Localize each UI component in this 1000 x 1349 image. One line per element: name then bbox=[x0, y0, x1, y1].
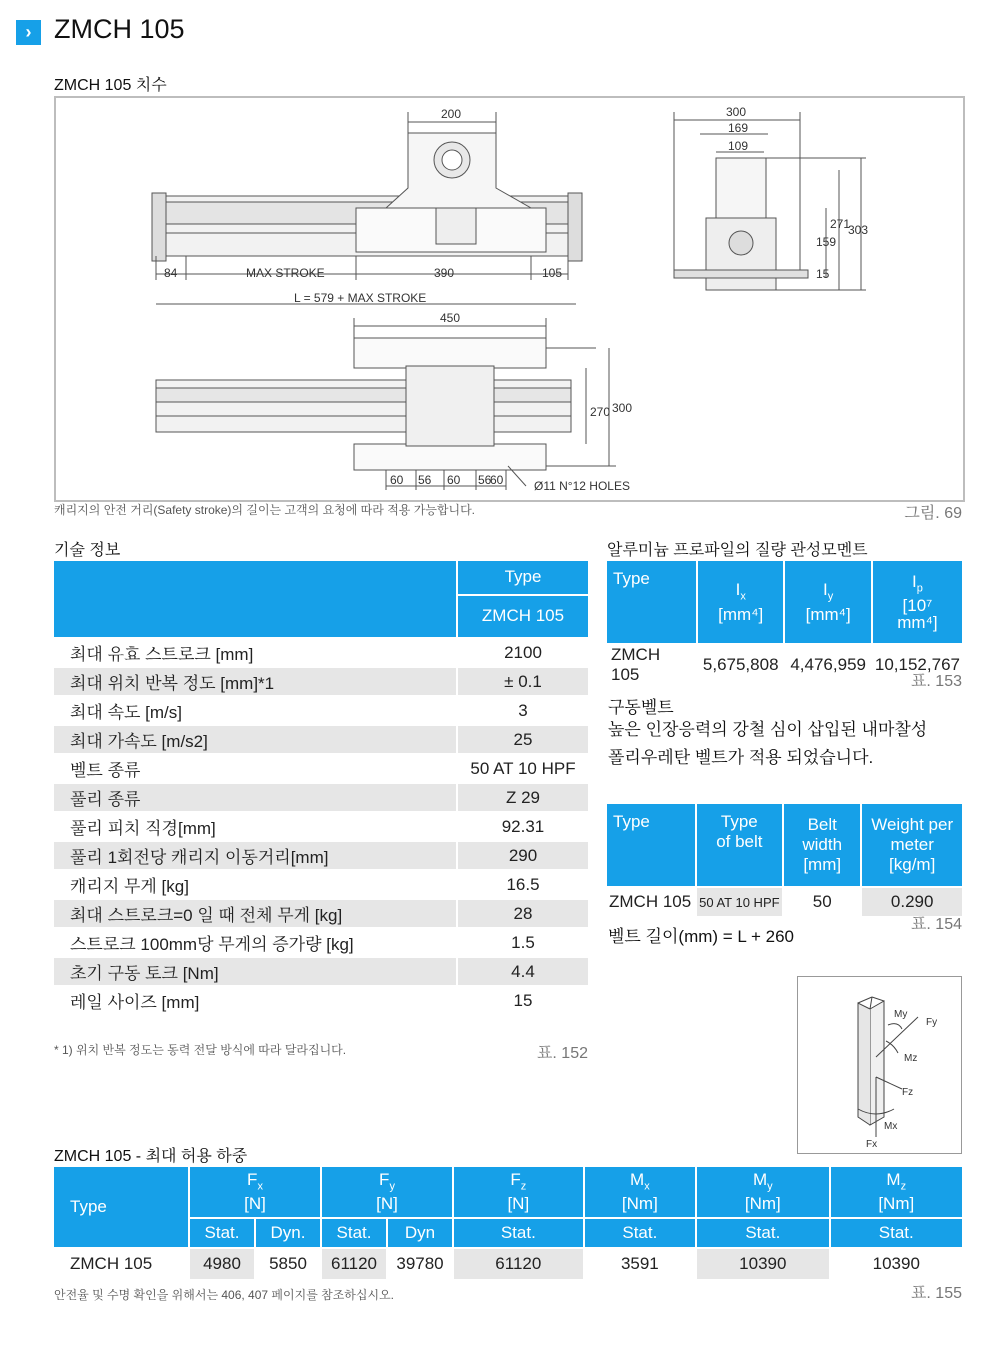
tech-row-label: 최대 유효 스트로크 [mm] bbox=[70, 645, 254, 664]
dim-60b: 60 bbox=[447, 473, 461, 487]
dimension-drawing-frame bbox=[54, 96, 965, 502]
tech-row-label: 벨트 종류 bbox=[70, 761, 141, 780]
tech-row bbox=[54, 784, 588, 811]
loads-sub-my-stat: Stat. bbox=[697, 1219, 828, 1247]
loads-fx-dyn: 5850 bbox=[269, 1254, 307, 1273]
inertia-title: 알루미늄 프로파일의 질량 관성모멘트 bbox=[607, 542, 868, 559]
loads-mx-header: $M_x$ [Nm] bbox=[585, 1167, 695, 1217]
tech-row bbox=[54, 668, 588, 695]
tech-row-label: 스트로크 100mm당 무게의 증가량 [kg] bbox=[70, 935, 354, 954]
tech-row-label: 레일 사이즈 [mm] bbox=[70, 993, 200, 1012]
loads-table bbox=[52, 1165, 964, 1281]
loads-type-header: Type bbox=[54, 1167, 188, 1247]
dim-303: 303 bbox=[848, 223, 869, 237]
inertia-type-header: Type bbox=[607, 561, 696, 643]
dim-holes: Ø11 N°12 HOLES bbox=[534, 479, 630, 493]
inertia-caption: 표. 153 bbox=[910, 673, 962, 690]
tech-row-label: 최대 위치 반복 정도 [mm]*1 bbox=[54, 668, 456, 695]
tech-header-blank bbox=[54, 561, 456, 637]
page-title: ZMCH 105 bbox=[54, 14, 185, 44]
tech-row-label: 초기 구동 토크 [Nm] bbox=[54, 958, 456, 985]
inertia-iy-header: $I_y$ [mm⁴] bbox=[785, 561, 870, 643]
loads-sub-fy-dyn: Dyn bbox=[388, 1219, 452, 1247]
loads-sub-mz-stat: Stat. bbox=[831, 1219, 962, 1247]
tech-row-label: 풀리 피치 직경[mm] bbox=[70, 819, 216, 838]
loads-my-header: $M_y$ [Nm] bbox=[697, 1167, 828, 1217]
tech-row-value: 16.5 bbox=[506, 874, 540, 894]
loads-sub-fz-stat: Stat. bbox=[454, 1219, 583, 1247]
tech-row-value: 28 bbox=[458, 900, 588, 927]
belt-text-1: 높은 인장응력의 강철 심이 삽입된 내마찰성 bbox=[608, 720, 928, 739]
loads-fz-header: $F_z$ [N] bbox=[454, 1167, 583, 1217]
tech-row-value: 1.5 bbox=[511, 932, 535, 952]
tech-row bbox=[54, 929, 588, 956]
force-diagram bbox=[797, 976, 962, 1154]
tech-row bbox=[54, 639, 588, 666]
belt-width-header: Belt width [mm] bbox=[784, 804, 860, 886]
tech-row-value: 290 bbox=[458, 842, 588, 869]
dim-109: 109 bbox=[728, 139, 749, 153]
belt-width-value: 50 bbox=[812, 892, 832, 911]
inertia-ip-value: 10,152,767 bbox=[874, 655, 960, 674]
dim-450: 450 bbox=[440, 311, 461, 325]
force-label-fy: Fy bbox=[926, 1017, 938, 1028]
loads-my-stat: 10390 bbox=[697, 1249, 828, 1279]
dim-390: 390 bbox=[434, 266, 455, 280]
dim-159: 159 bbox=[816, 235, 837, 249]
loads-sub-fy-stat: Stat. bbox=[322, 1219, 386, 1247]
dim-270: 270 bbox=[590, 405, 611, 419]
force-label-fz: Fz bbox=[902, 1087, 914, 1098]
loads-fz-stat: 61120 bbox=[454, 1249, 583, 1279]
loads-fx-header: $F_x$ [N] bbox=[190, 1167, 320, 1217]
dim-169: 169 bbox=[728, 121, 749, 135]
dim-300: 300 bbox=[726, 105, 747, 119]
tech-row bbox=[54, 755, 588, 782]
tech-table bbox=[52, 559, 590, 1016]
belt-length: 벨트 길이(mm) = L + 260 bbox=[608, 927, 794, 946]
tech-row-value: 3 bbox=[518, 700, 528, 720]
force-label-mx: Mx bbox=[884, 1121, 898, 1132]
loads-fy-header: $F_y$ [N] bbox=[322, 1167, 452, 1217]
tech-caption: 표. 152 bbox=[536, 1045, 588, 1062]
tech-footnote: * 1) 위치 반복 정도는 동력 전달 방식에 따라 달라집니다. bbox=[54, 1043, 347, 1057]
inertia-iy-value: 4,476,959 bbox=[790, 655, 866, 674]
belt-caption: 표. 154 bbox=[910, 916, 962, 933]
dimensions-title: ZMCH 105 치수 bbox=[54, 77, 167, 94]
tech-type-header: Type bbox=[458, 561, 588, 594]
tech-row bbox=[54, 842, 588, 869]
loads-mz-stat: 10390 bbox=[872, 1254, 920, 1273]
tech-row-label: 최대 가속도 [m/s2] bbox=[54, 726, 456, 753]
dimension-note: 캐리지의 안전 거리(Safety stroke)의 길이는 고객의 요청에 따라 적용 가능합니다. bbox=[54, 503, 476, 517]
tech-title: 기술 정보 bbox=[54, 542, 121, 559]
tech-row bbox=[54, 871, 588, 898]
force-label-mz: Mz bbox=[904, 1053, 918, 1064]
tech-row bbox=[54, 813, 588, 840]
figure-caption: 그림. 69 bbox=[904, 505, 962, 522]
tech-row-value: Z 29 bbox=[458, 784, 588, 811]
belt-weight-value: 0.290 bbox=[862, 888, 962, 916]
tech-row-label: 풀리 종류 bbox=[54, 784, 456, 811]
tech-row bbox=[54, 726, 588, 753]
loads-caption: 표. 155 bbox=[910, 1285, 962, 1302]
loads-sub-fx-stat: Stat. bbox=[190, 1219, 254, 1247]
dim-200: 200 bbox=[441, 107, 462, 121]
dim-60a: 60 bbox=[390, 473, 404, 487]
tech-row-label: 최대 속도 [m/s] bbox=[70, 703, 182, 722]
tech-row-value: 2100 bbox=[504, 642, 542, 662]
tech-row-value: 92.31 bbox=[501, 816, 545, 836]
tech-row bbox=[54, 697, 588, 724]
tech-row-value: 15 bbox=[513, 990, 533, 1010]
belt-text-2: 폴리우레탄 벨트가 적용 되었습니다. bbox=[608, 748, 874, 767]
inertia-ip-header: $I_p$ [10⁷ mm⁴] bbox=[873, 561, 962, 643]
belt-kind-header: Type of belt bbox=[697, 804, 782, 886]
belt-model: ZMCH 105 bbox=[609, 892, 692, 911]
loads-note: 안전율 및 수명 확인을 위해서는 406, 407 페이지를 참조하십시오. bbox=[54, 1288, 395, 1302]
dim-56b: 56 bbox=[478, 473, 492, 487]
tech-row-value: 50 AT 10 HPF bbox=[470, 758, 576, 778]
tech-row-label: 풀리 1회전당 캐리지 이동거리[mm] bbox=[54, 842, 456, 869]
tech-row-label: 캐리지 무게 [kg] bbox=[70, 877, 189, 896]
dimension-drawing bbox=[56, 98, 963, 500]
force-label-fx: Fx bbox=[866, 1139, 878, 1150]
belt-title: 구동벨트 bbox=[608, 698, 674, 717]
dim-105: 105 bbox=[542, 266, 563, 280]
loads-model: ZMCH 105 bbox=[70, 1254, 153, 1273]
dim-15: 15 bbox=[816, 267, 830, 281]
tech-row-label: 최대 스트로크=0 일 때 전체 무게 [kg] bbox=[54, 900, 456, 927]
chevron-right-icon: › bbox=[16, 20, 41, 45]
belt-kind-value: 50 AT 10 HPF bbox=[697, 888, 782, 916]
belt-type-header: Type bbox=[607, 804, 695, 886]
belt-table bbox=[605, 802, 964, 918]
tech-row bbox=[54, 958, 588, 985]
loads-sub-fx-dyn: Dyn. bbox=[256, 1219, 320, 1247]
loads-fy-stat: 61120 bbox=[322, 1249, 386, 1279]
force-label-my: My bbox=[894, 1009, 908, 1020]
loads-title: ZMCH 105 - 최대 허용 하중 bbox=[54, 1148, 248, 1165]
dim-271: 271 bbox=[830, 217, 851, 231]
inertia-model: ZMCH 105 bbox=[611, 645, 661, 684]
inertia-ix-value: 5,675,808 bbox=[702, 655, 779, 674]
tech-row-value: ± 0.1 bbox=[458, 668, 588, 695]
loads-mz-header: $M_z$ [Nm] bbox=[831, 1167, 962, 1217]
dim-84: 84 bbox=[164, 266, 178, 280]
tech-model: ZMCH 105 bbox=[458, 596, 588, 637]
dim-length: L = 579 + MAX STROKE bbox=[294, 291, 427, 305]
dim-56a: 56 bbox=[418, 473, 432, 487]
dim-300b: 300 bbox=[612, 401, 633, 415]
inertia-ix-header: $I_x$ [mm⁴] bbox=[698, 561, 783, 643]
tech-row bbox=[54, 900, 588, 927]
loads-sub-mx-stat: Stat. bbox=[585, 1219, 695, 1247]
dim-60c: 60 bbox=[490, 473, 504, 487]
tech-row-value: 4.4 bbox=[458, 958, 588, 985]
loads-fx-stat: 4980 bbox=[190, 1249, 254, 1279]
tech-row bbox=[54, 987, 588, 1014]
dim-max-stroke: MAX STROKE bbox=[246, 266, 325, 280]
loads-fy-dyn: 39780 bbox=[396, 1254, 444, 1273]
belt-weight-header: Weight per meter [kg/m] bbox=[862, 804, 962, 886]
loads-mx-stat: 3591 bbox=[620, 1254, 659, 1273]
force-diagram-svg bbox=[798, 977, 961, 1153]
tech-row-value: 25 bbox=[458, 726, 588, 753]
